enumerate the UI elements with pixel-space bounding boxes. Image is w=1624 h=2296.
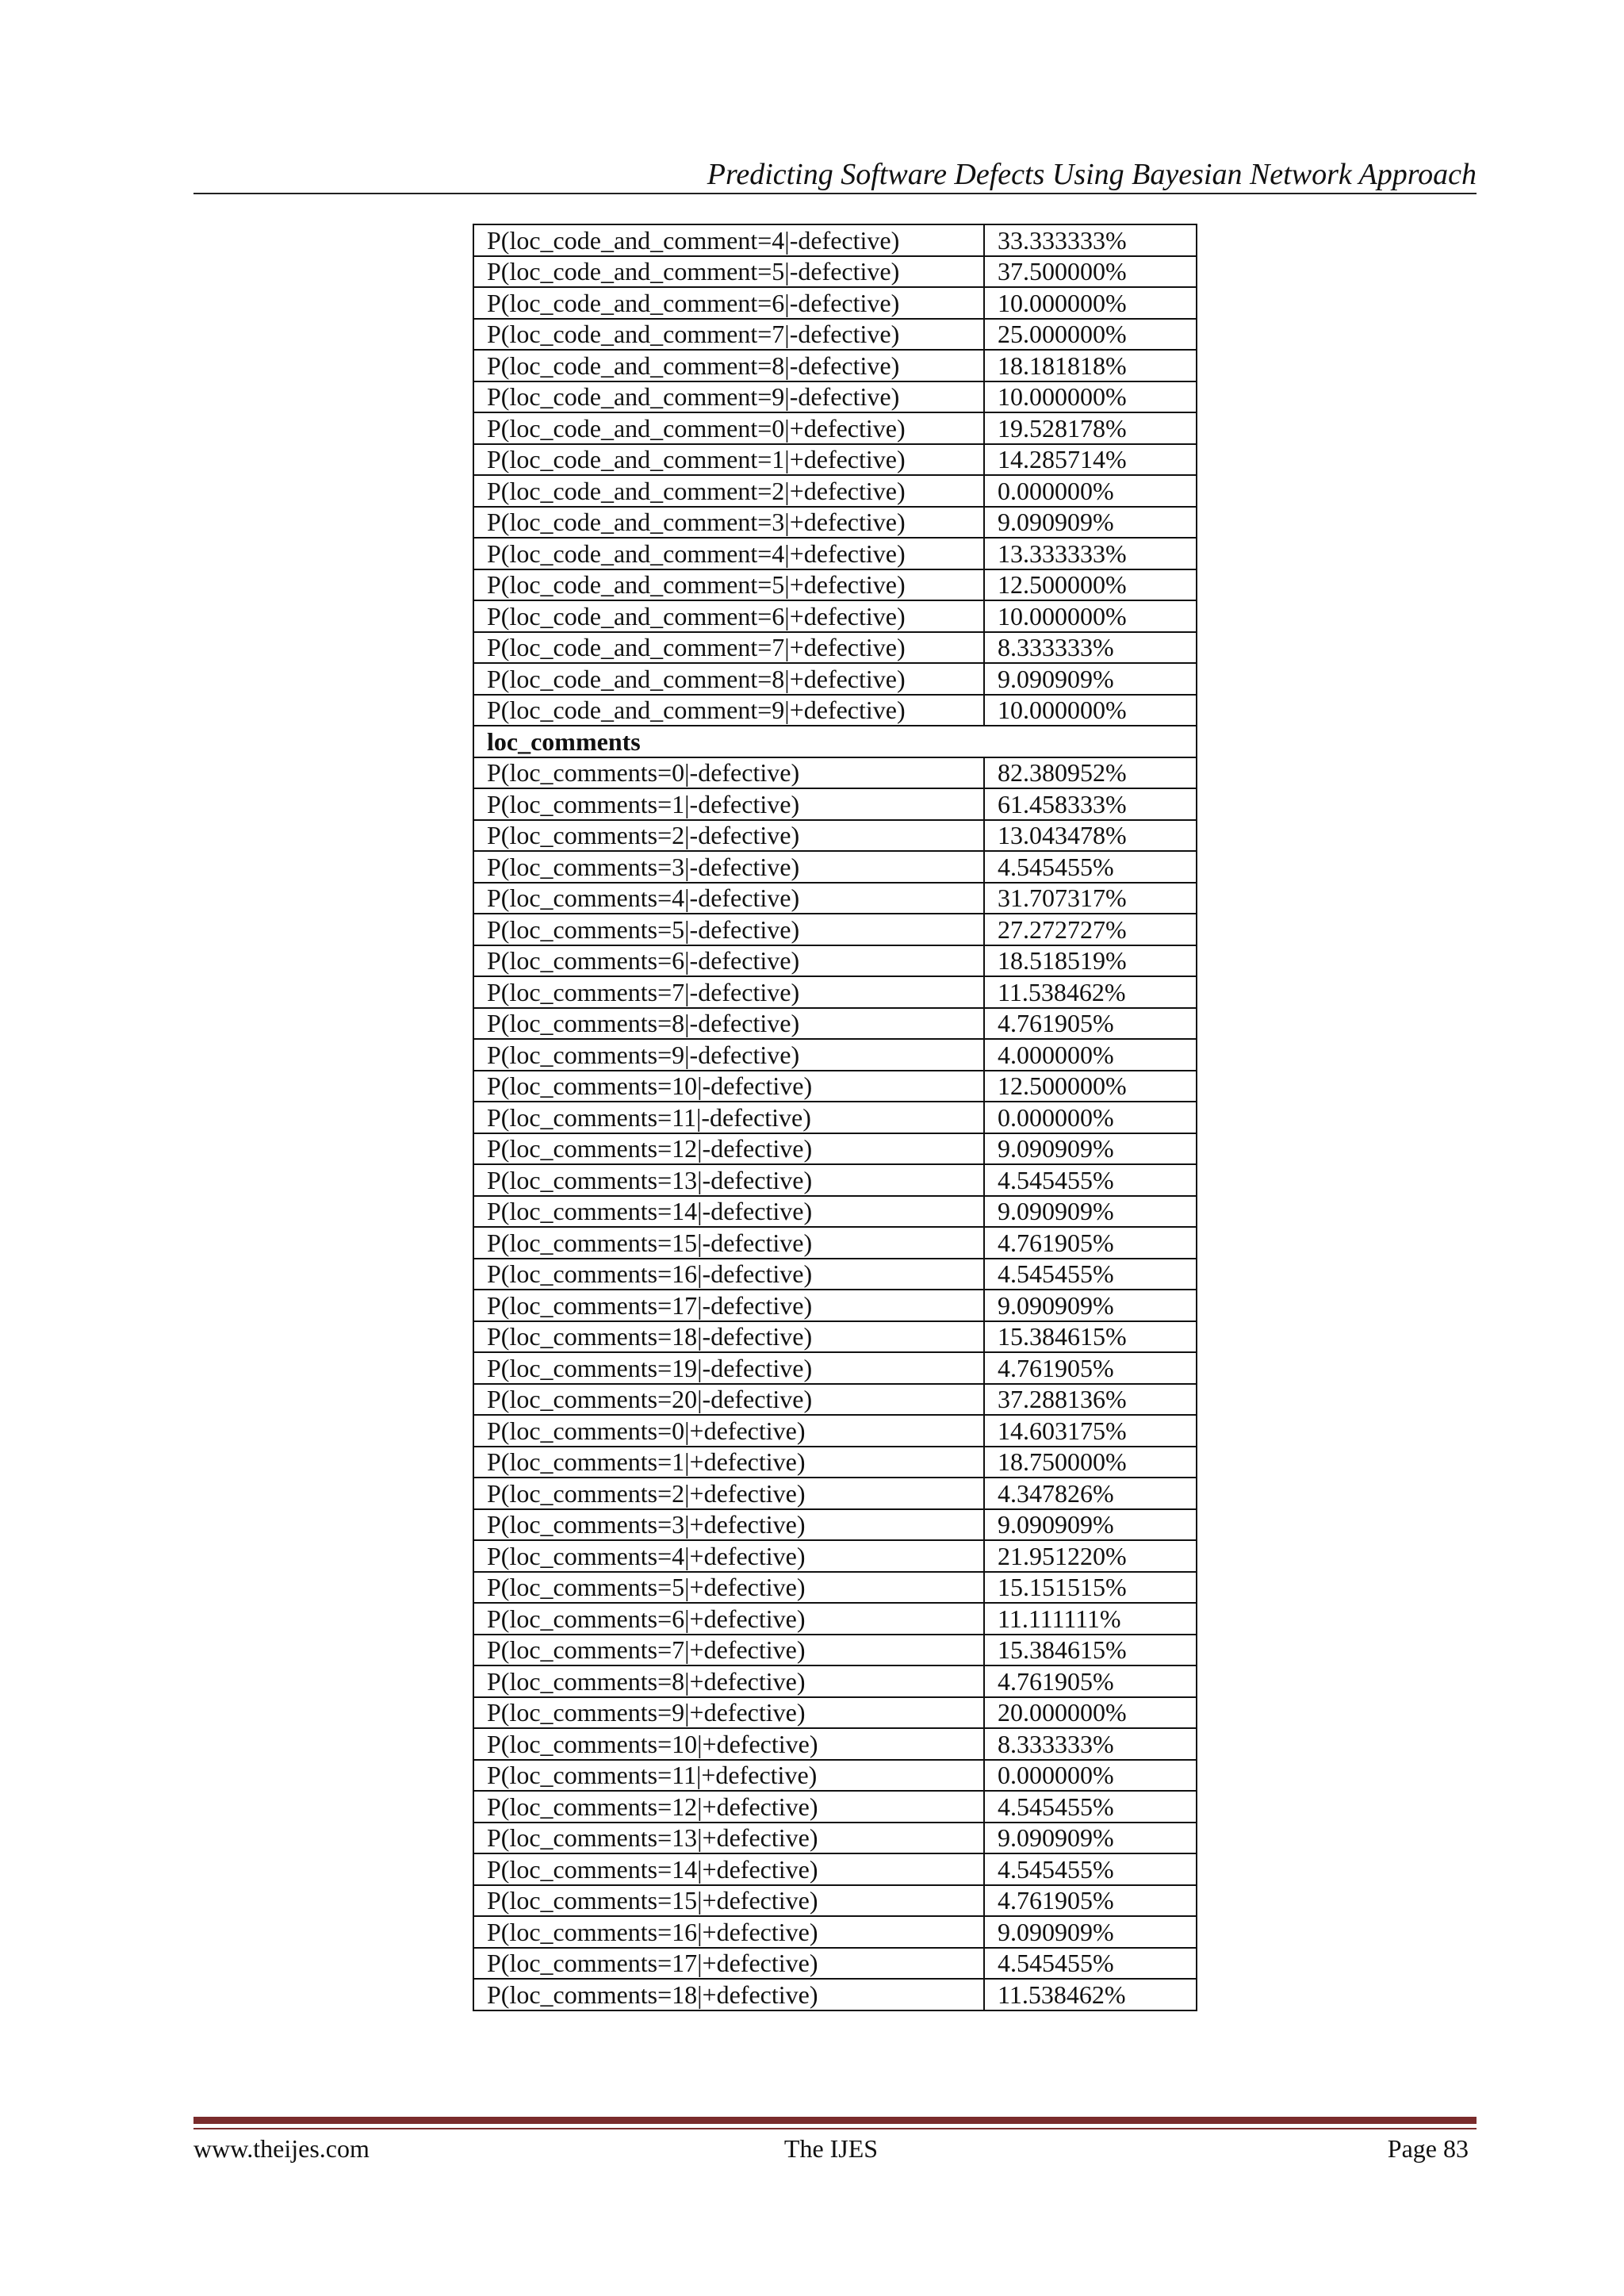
probability-label-cell: P(loc_comments=2|-defective) [473, 820, 984, 852]
probability-value-cell: 31.707317% [984, 883, 1197, 914]
probability-value-cell: 11.111111% [984, 1603, 1197, 1635]
running-head-title: Predicting Software Defects Using Bayesian Network Approach [707, 158, 1477, 191]
table-row [473, 1290, 1197, 1321]
table-row [473, 851, 1197, 883]
table-row [473, 1008, 1197, 1040]
probability-value-cell: 13.043478% [984, 820, 1197, 852]
probability-label-cell: P(loc_comments=5|-defective) [473, 914, 984, 945]
table-row [473, 1697, 1197, 1729]
probability-value-cell: 4.761905% [984, 1665, 1197, 1697]
table-row [473, 1665, 1197, 1697]
table-row [473, 695, 1197, 726]
table-section-row [473, 726, 1197, 757]
probability-value-cell: 12.500000% [984, 569, 1197, 601]
probability-label-cell: P(loc_code_and_comment=8|+defective) [473, 663, 984, 695]
table-row [473, 820, 1197, 852]
table-row [473, 1447, 1197, 1478]
table-row [473, 1823, 1197, 1854]
probability-label-cell: P(loc_comments=1|-defective) [473, 788, 984, 820]
table-row [473, 224, 1197, 256]
probability-label-cell: P(loc_comments=9|-defective) [473, 1039, 984, 1071]
probability-value-cell: 9.090909% [984, 1823, 1197, 1854]
table-row [473, 319, 1197, 351]
probability-label-cell: P(loc_comments=14|-defective) [473, 1196, 984, 1228]
probability-value-cell: 4.545455% [984, 1853, 1197, 1885]
probability-value-cell: 8.333333% [984, 1728, 1197, 1760]
probability-value-cell: 10.000000% [984, 287, 1197, 319]
probability-label-cell: P(loc_comments=6|+defective) [473, 1603, 984, 1635]
table-row [473, 1853, 1197, 1885]
probability-label-cell: P(loc_comments=2|+defective) [473, 1478, 984, 1509]
table-row [473, 412, 1197, 444]
table-row [473, 1916, 1197, 1948]
table-row [473, 788, 1197, 820]
probability-value-cell: 4.000000% [984, 1039, 1197, 1071]
table-row [473, 663, 1197, 695]
probability-value-cell: 18.750000% [984, 1447, 1197, 1478]
probability-label-cell: P(loc_code_and_comment=2|+defective) [473, 475, 984, 507]
probability-label-cell: P(loc_code_and_comment=0|+defective) [473, 412, 984, 444]
probability-label-cell: P(loc_code_and_comment=4|-defective) [473, 224, 984, 256]
table-row [473, 1071, 1197, 1102]
probability-value-cell: 10.000000% [984, 600, 1197, 632]
probability-label-cell: P(loc_comments=18|+defective) [473, 1979, 984, 2010]
probability-value-cell: 4.761905% [984, 1008, 1197, 1040]
table-row [473, 1572, 1197, 1604]
probability-label-cell: P(loc_code_and_comment=3|+defective) [473, 507, 984, 539]
probability-value-cell: 4.545455% [984, 851, 1197, 883]
table-row [473, 1102, 1197, 1133]
table-row [473, 1196, 1197, 1228]
probability-value-cell: 4.347826% [984, 1478, 1197, 1509]
probability-label-cell: P(loc_comments=0|+defective) [473, 1415, 984, 1447]
table-row [473, 1478, 1197, 1509]
probability-table [473, 224, 1197, 2011]
probability-value-cell: 9.090909% [984, 1196, 1197, 1228]
probability-value-cell: 0.000000% [984, 1760, 1197, 1792]
probability-value-cell: 33.333333% [984, 224, 1197, 256]
probability-value-cell: 9.090909% [984, 1133, 1197, 1165]
table-row [473, 1133, 1197, 1165]
probability-value-cell: 4.761905% [984, 1352, 1197, 1384]
footer-website: www.theijes.com [193, 2134, 370, 2163]
probability-label-cell: P(loc_comments=1|+defective) [473, 1447, 984, 1478]
probability-value-cell: 15.151515% [984, 1572, 1197, 1604]
probability-label-cell: P(loc_comments=15|+defective) [473, 1885, 984, 1917]
table-row [473, 381, 1197, 413]
table-row [473, 287, 1197, 319]
table-row [473, 1540, 1197, 1572]
table-row [473, 945, 1197, 977]
table-row [473, 1885, 1197, 1917]
probability-value-cell: 4.761905% [984, 1227, 1197, 1259]
footer-rule-thin [193, 2128, 1477, 2129]
probability-label-cell: P(loc_comments=19|-defective) [473, 1352, 984, 1384]
probability-label-cell: P(loc_code_and_comment=5|+defective) [473, 569, 984, 601]
table-row [473, 475, 1197, 507]
probability-value-cell: 21.951220% [984, 1540, 1197, 1572]
probability-value-cell: 9.090909% [984, 507, 1197, 539]
probability-value-cell: 13.333333% [984, 538, 1197, 569]
table-row [473, 444, 1197, 476]
probability-label-cell: P(loc_code_and_comment=6|-defective) [473, 287, 984, 319]
probability-label-cell: P(loc_code_and_comment=7|-defective) [473, 319, 984, 351]
probability-label-cell: P(loc_code_and_comment=1|+defective) [473, 444, 984, 476]
probability-label-cell: P(loc_comments=17|-defective) [473, 1290, 984, 1321]
table-row [473, 256, 1197, 288]
probability-label-cell: P(loc_comments=11|-defective) [473, 1102, 984, 1133]
table-row [473, 1603, 1197, 1635]
table-row [473, 632, 1197, 664]
probability-label-cell: P(loc_comments=20|-defective) [473, 1384, 984, 1416]
table-row [473, 1259, 1197, 1290]
probability-value-cell: 15.384615% [984, 1321, 1197, 1353]
table-row [473, 1039, 1197, 1071]
table-row [473, 507, 1197, 539]
table-row [473, 1321, 1197, 1353]
probability-value-cell: 9.090909% [984, 663, 1197, 695]
probability-value-cell: 10.000000% [984, 695, 1197, 726]
probability-label-cell: P(loc_comments=3|+defective) [473, 1509, 984, 1541]
probability-value-cell: 8.333333% [984, 632, 1197, 664]
table-row [473, 757, 1197, 789]
probability-label-cell: P(loc_comments=10|-defective) [473, 1071, 984, 1102]
header-rule [193, 193, 1477, 194]
probability-value-cell: 4.545455% [984, 1791, 1197, 1823]
probability-label-cell: P(loc_comments=10|+defective) [473, 1728, 984, 1760]
probability-value-cell: 14.603175% [984, 1415, 1197, 1447]
probability-label-cell: P(loc_comments=13|+defective) [473, 1823, 984, 1854]
probability-value-cell: 37.500000% [984, 256, 1197, 288]
probability-value-cell: 0.000000% [984, 1102, 1197, 1133]
table-row [473, 883, 1197, 914]
probability-value-cell: 82.380952% [984, 757, 1197, 789]
table-row [473, 1760, 1197, 1792]
table-row [473, 1384, 1197, 1416]
table-row [473, 1728, 1197, 1760]
probability-label-cell: P(loc_code_and_comment=6|+defective) [473, 600, 984, 632]
probability-value-cell: 25.000000% [984, 319, 1197, 351]
table-row [473, 914, 1197, 945]
table-row [473, 1635, 1197, 1666]
probability-label-cell: P(loc_comments=18|-defective) [473, 1321, 984, 1353]
probability-label-cell: P(loc_comments=16|-defective) [473, 1259, 984, 1290]
probability-label-cell: P(loc_comments=11|+defective) [473, 1760, 984, 1792]
table-row [473, 1948, 1197, 1980]
table-row [473, 538, 1197, 569]
table-row [473, 1164, 1197, 1196]
probability-table-body [473, 224, 1197, 2010]
footer-journal: The IJES [783, 2134, 879, 2163]
table-row [473, 1352, 1197, 1384]
probability-label-cell: P(loc_comments=4|-defective) [473, 883, 984, 914]
table-row [473, 600, 1197, 632]
table-row [473, 1227, 1197, 1259]
probability-value-cell: 4.545455% [984, 1164, 1197, 1196]
probability-value-cell: 9.090909% [984, 1290, 1197, 1321]
probability-value-cell: 0.000000% [984, 475, 1197, 507]
probability-label-cell: P(loc_comments=16|+defective) [473, 1916, 984, 1948]
probability-label-cell: P(loc_code_and_comment=7|+defective) [473, 632, 984, 664]
probability-value-cell: 27.272727% [984, 914, 1197, 945]
probability-label-cell: P(loc_comments=0|-defective) [473, 757, 984, 789]
probability-label-cell: P(loc_code_and_comment=8|-defective) [473, 350, 984, 381]
footer-page-number: Page 83 [1387, 2134, 1469, 2163]
probability-value-cell: 4.545455% [984, 1948, 1197, 1980]
probability-label-cell: P(loc_code_and_comment=4|+defective) [473, 538, 984, 569]
probability-label-cell: P(loc_code_and_comment=9|-defective) [473, 381, 984, 413]
probability-label-cell: P(loc_comments=12|+defective) [473, 1791, 984, 1823]
probability-value-cell: 9.090909% [984, 1916, 1197, 1948]
probability-label-cell: P(loc_comments=7|-defective) [473, 976, 984, 1008]
probability-label-cell: P(loc_comments=3|-defective) [473, 851, 984, 883]
probability-value-cell: 37.288136% [984, 1384, 1197, 1416]
probability-value-cell: 9.090909% [984, 1509, 1197, 1541]
probability-label-cell: P(loc_code_and_comment=5|-defective) [473, 256, 984, 288]
page-footer [193, 2130, 1469, 2167]
probability-label-cell: P(loc_comments=7|+defective) [473, 1635, 984, 1666]
probability-value-cell: 61.458333% [984, 788, 1197, 820]
probability-label-cell: P(loc_code_and_comment=9|+defective) [473, 695, 984, 726]
probability-value-cell: 19.528178% [984, 412, 1197, 444]
probability-value-cell: 11.538462% [984, 1979, 1197, 2010]
probability-value-cell: 20.000000% [984, 1697, 1197, 1729]
probability-label-cell: P(loc_comments=8|+defective) [473, 1665, 984, 1697]
probability-label-cell: P(loc_comments=14|+defective) [473, 1853, 984, 1885]
table-row [473, 1791, 1197, 1823]
probability-label-cell: P(loc_comments=8|-defective) [473, 1008, 984, 1040]
probability-label-cell: P(loc_comments=5|+defective) [473, 1572, 984, 1604]
probability-label-cell: P(loc_comments=12|-defective) [473, 1133, 984, 1165]
probability-table-container [473, 224, 1167, 2011]
section-heading: loc_comments [473, 726, 1197, 757]
table-row [473, 1415, 1197, 1447]
probability-value-cell: 10.000000% [984, 381, 1197, 413]
table-row [473, 350, 1197, 381]
probability-value-cell: 18.181818% [984, 350, 1197, 381]
probability-value-cell: 4.545455% [984, 1259, 1197, 1290]
probability-label-cell: P(loc_comments=17|+defective) [473, 1948, 984, 1980]
probability-label-cell: P(loc_comments=6|-defective) [473, 945, 984, 977]
probability-value-cell: 11.538462% [984, 976, 1197, 1008]
table-row [473, 976, 1197, 1008]
probability-value-cell: 12.500000% [984, 1071, 1197, 1102]
probability-value-cell: 4.761905% [984, 1885, 1197, 1917]
footer-rule-thick [193, 2117, 1477, 2124]
probability-value-cell: 14.285714% [984, 444, 1197, 476]
table-row [473, 569, 1197, 601]
probability-value-cell: 18.518519% [984, 945, 1197, 977]
probability-label-cell: P(loc_comments=13|-defective) [473, 1164, 984, 1196]
table-row [473, 1509, 1197, 1541]
probability-label-cell: P(loc_comments=9|+defective) [473, 1697, 984, 1729]
probability-label-cell: P(loc_comments=4|+defective) [473, 1540, 984, 1572]
probability-value-cell: 15.384615% [984, 1635, 1197, 1666]
table-row [473, 1979, 1197, 2010]
probability-label-cell: P(loc_comments=15|-defective) [473, 1227, 984, 1259]
